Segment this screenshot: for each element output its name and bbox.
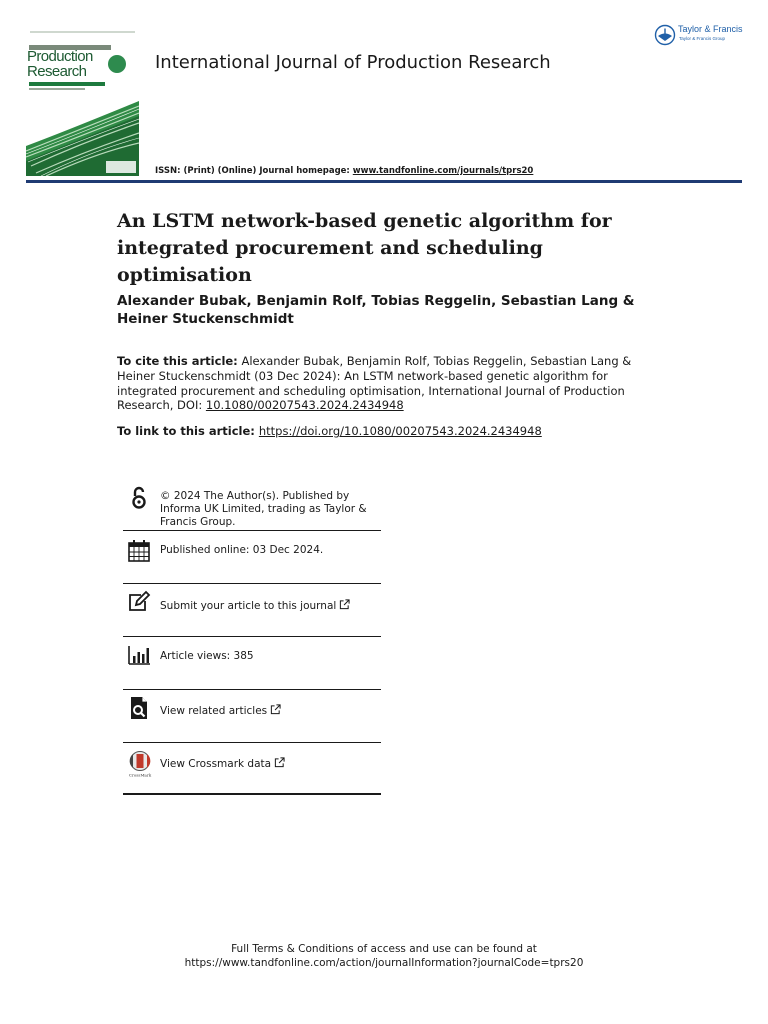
citation-block [117, 354, 657, 413]
cover-badge [108, 55, 126, 73]
article-views-text: Article views: 385 [160, 650, 254, 662]
footer-terms-link[interactable]: https://www.tandfonline.com/action/journalInformation?journalCode=tprs20 [184, 957, 584, 969]
related-articles-label: View related articles [160, 705, 268, 717]
journal-cover-image [26, 29, 139, 176]
article-views-item [123, 637, 381, 690]
publisher-name: Taylor & Francis [678, 24, 743, 34]
cover-title-line1: Production [27, 48, 93, 65]
related-articles-link[interactable] [160, 704, 281, 718]
published-date-text: Published online: 03 Dec 2024. [160, 544, 324, 556]
edit-icon [127, 590, 151, 614]
external-link-icon [270, 704, 281, 715]
cover-fiber-artwork [26, 91, 139, 176]
article-title: An LSTM network-based genetic algorithm for integrated procurement and scheduling optimisation [117, 210, 612, 286]
submit-article-link[interactable] [160, 599, 350, 613]
calendar-icon [127, 539, 151, 563]
crossmark-label: View Crossmark data [160, 758, 272, 770]
citation-doi-link[interactable]: 10.1080/00207543.2024.2434948 [205, 398, 404, 413]
cover-title-line2: Research [27, 63, 87, 80]
footer-terms-text: Full Terms & Conditions of access and use can be found at [231, 943, 537, 955]
journal-title: International Journal of Production Research [155, 52, 551, 73]
crossmark-link[interactable] [160, 757, 285, 771]
open-access-icon [127, 486, 151, 510]
document-search-icon [127, 696, 151, 720]
open-access-item [123, 484, 381, 531]
article-link-label: To link to this article: [117, 424, 255, 438]
cover-top-line [30, 31, 135, 33]
publisher-subname: Taylor & Francis Group [679, 36, 726, 41]
taylor-francis-logo-icon [654, 24, 676, 46]
external-link-icon [274, 757, 285, 768]
footer [0, 942, 768, 970]
submit-article-item[interactable] [123, 584, 381, 637]
article-link-block [117, 424, 657, 438]
issn-line [155, 166, 533, 176]
crossmark-logo-text: CrossMark [128, 772, 152, 778]
crossmark-item[interactable] [123, 743, 381, 795]
cover-green-bar [29, 82, 105, 86]
submit-article-label: Submit your article to this journal [160, 600, 337, 612]
info-divider [123, 793, 381, 795]
cover-grey-bar [29, 88, 85, 90]
bar-chart-icon [127, 643, 151, 667]
article-authors: Alexander Bubak, Benjamin Rolf, Tobias Reggelin, Sebastian Lang & Heiner Stuckenschmidt [117, 293, 635, 327]
issn-text: ISSN: (Print) (Online) Journal homepage: [155, 166, 353, 176]
copyright-text: © 2024 The Author(s). Published by Informa UK Limited, trading as Taylor & Francis Group. [160, 490, 367, 528]
header-divider [26, 180, 742, 183]
published-item [123, 531, 381, 584]
publisher-logo[interactable] [654, 22, 749, 48]
crossmark-icon [127, 750, 153, 778]
article-doi-link[interactable]: https://doi.org/10.1080/00207543.2024.2434948 [258, 424, 542, 438]
citation-label: To cite this article: [117, 354, 238, 368]
external-link-icon [339, 599, 350, 610]
journal-homepage-link[interactable]: www.tandfonline.com/journals/tprs20 [352, 166, 534, 176]
citation-text: Alexander Bubak, Benjamin Rolf, Tobias Reggelin, Sebastian Lang & Heiner Stuckenschmidt (03 Dec 2024): An LSTM network-based genetic algorithm for integrated procurement and scheduling optimisation, International Journal of Production Research, DOI: [117, 354, 632, 413]
related-articles-item[interactable] [123, 690, 381, 743]
